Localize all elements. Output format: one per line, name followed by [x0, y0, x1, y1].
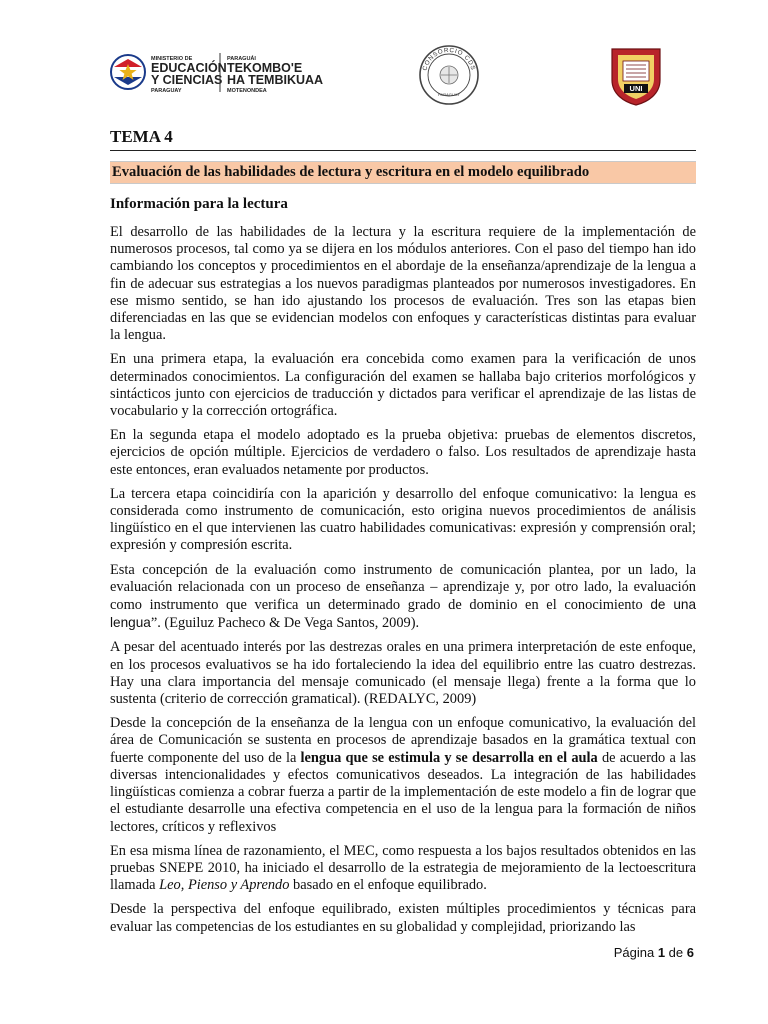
paragraph-7-end: de acuerdo a las diversas intencionalidades y efectos comunicativos deseados. La integración de las habilidades lingüísticas comienza a cobrar fuerza a partir de la implementación de este modelo a fin de lograr que el estudiante desarrolle una efectiva competencia en el uso de la lengua para la formación de niños lectores, críticos y reflexivos: [110, 749, 696, 835]
mec-paraguay-text: PARAGUAY: [151, 88, 182, 94]
mec-ciencias-text: Y CIENCIAS: [151, 73, 223, 87]
paragraph-8-end: basado en el enfoque equilibrado.: [289, 877, 487, 894]
paragraph-4: La tercera etapa coincidiría con la aparición y desarrollo del enfoque comunicativo: la lengua es considerada como instrumento de comunicación, esto origina nuevos procedimientos de análisis lingüístico en el que intervienen las cuatro habilidades comunicativas: expresión y comprensión oral; expresión y compresión escrita.: [110, 485, 696, 554]
mec-tembikuaa-text: HA TEMBIKUAA: [227, 73, 324, 87]
paragraph-9: Desde la perspectiva del enfoque equilibrado, existen múltiples procedimientos y técnicas para evaluar las competencias de los estudiantes en su globalidad y complejidad, priorizando las: [110, 901, 696, 935]
paragraph-6: A pesar del acentuado interés por las destrezas orales en una primera interpretación de este enfoque, en los procesos evaluativos se ha ido fortaleciendo la idea del equilibrio entre las cuatro destrezas. Hay una clara importancia del mensaje comunicado (el mensaje llega) frente a la forma que lo sustenta (criterio de corrección gramatical). (REDALYC, 2009): [110, 639, 696, 708]
tema-title: TEMA 4: [110, 127, 696, 151]
mec-tekomboe-text: TEKOMBO'E: [227, 61, 303, 75]
paragraph-8-start: En esa misma línea de razonamiento, el MEC, como respuesta a los bajos resultados obtenidos en las pruebas SNEPE 2010, ha iniciado el desarrollo de la estrategia de mejoramiento de la lectoescritura llamada: [110, 842, 696, 894]
page-footer: [614, 945, 694, 960]
mec-paraguai-text: PARAGUÁI: [227, 56, 256, 62]
page-total: 6: [686, 945, 694, 960]
page-word: Página: [613, 945, 655, 960]
cds-bottom-text: PARAGUAY: [438, 92, 460, 97]
paragraph-5-end: ”. (Eguiluz Pacheco & De Vega Santos, 2009).: [150, 615, 420, 632]
paragraph-5-sans: de una lengua: [110, 597, 697, 631]
mec-motenondea-text: MOTENONDEA: [227, 88, 267, 94]
page-current: 1: [657, 945, 666, 960]
uni-shield-logo: [608, 46, 664, 106]
mec-ministerio-text: MINISTERIO DE: [151, 56, 193, 62]
cds-ring-text: CONSORCIO CDS: [421, 46, 477, 72]
mec-educacion-text: EDUCACIÓN: [151, 61, 227, 75]
paragraph-5-main: Esta concepción de la evaluación como instrumento de comunicación plantea, por un lado, la evaluación relacionada con un proceso de enseñanza – aprendizaje y, por otro lado, la evaluación como instrumento que verifica un determinado grado de dominio en el conocimiento: [110, 561, 696, 614]
paragraph-3: En la segunda etapa el modelo adoptado es la prueba objetiva: pruebas de elementos discretos, ejercicios de opción múltiple. Ejercicios de verdadero o falso. Los resultados de aprendizaje hasta este entonces, eran evaluados netamente por productos.: [110, 427, 696, 478]
uni-label: UNI: [629, 84, 643, 93]
page-header: [0, 36, 768, 116]
consorcio-cds-seal: [418, 44, 480, 106]
document-body: [110, 127, 696, 943]
subheading: Información para la lectura: [110, 196, 288, 212]
paragraph-8-italic: Leo, Pienso y Aprendo: [159, 877, 290, 894]
paragraph-8: [110, 843, 696, 895]
section-banner: Evaluación de las habilidades de lectura y escritura en el modelo equilibrado: [110, 161, 696, 184]
mec-logo: [108, 50, 343, 94]
paragraph-5: [110, 562, 696, 633]
paragraph-2: En una primera etapa, la evaluación era concebida como examen para la verificación de unos determinados conocimientos. La configuración del examen se hallaba bajo criterios morfológicos y sintácticos junto con ejercicios de traducción y dictados para verificar el aprendizaje de las listas de vocabulario y la corrección ortográfica.: [110, 351, 696, 420]
paragraph-7-start: Desde la concepción de la enseñanza de la lengua con un enfoque comunicativo, la evaluación del área de Comunicación se sustenta en procesos de aprendizaje basados en la gramática textual con fuerte componente del uso de la: [110, 715, 696, 766]
paragraph-7-bold: lengua que se estimula y se desarrolla en el aula: [300, 749, 598, 766]
page-of-word: de: [668, 945, 684, 960]
paragraph-7: [110, 715, 696, 835]
paragraph-1: El desarrollo de las habilidades de la lectura y la escritura requiere de la implementación de numerosos procesos, tal como ya se dijera en los módulos anteriores. Con el paso del tiempo han ido cambiando los conceptos y procedimientos en el abordaje de la enseñanza/aprendizaje de la lengua a fin de adecuar sus estrategias a los nuevos paradigmas planteados por numerosos investigadores. En ese mismo sentido, se han ido ajustando los procesos de evaluación. Tres son las etapas bien diferenciadas en las que se evidencian modelos con enfoques y características distintas para evaluar la lengua.: [110, 224, 696, 344]
